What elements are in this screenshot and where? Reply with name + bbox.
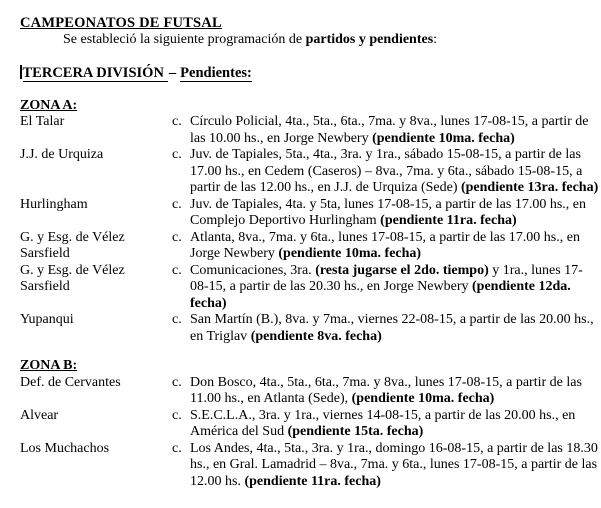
entry-text: S.E.C.L.A., 3ra. y 1ra., viernes 14-08-15, a partir de las 20.00 hs., en América del Sud xyxy=(190,407,576,439)
item-marker: c. xyxy=(172,147,182,162)
match-entry xyxy=(172,312,599,345)
team-name: Yupanqui xyxy=(20,312,74,327)
entry-text: Atlanta, 8va., 7ma. y 6ta., lunes 17-08-15, a partir de las 17.00 hs., en Jorge Newbery xyxy=(190,229,580,261)
schedule-row xyxy=(20,114,588,147)
entry-text-bold: (pendiente 10ma. fecha) xyxy=(372,130,515,146)
item-marker: c. xyxy=(172,114,182,129)
page-title-text: CAMPEONATOS DE FUTSAL xyxy=(20,15,222,31)
entry-text: San Martín (B.), 8va. y 7ma., viernes 22-08-15, a partir de las 20.00 hs., en Triglav xyxy=(190,312,594,344)
team-name: G. y Esg. de Vélez Sarsfield xyxy=(20,262,125,294)
zone-section xyxy=(20,358,598,490)
intro-suffix: : xyxy=(433,31,438,47)
team-name: Los Muchachos xyxy=(20,440,110,456)
match-entry xyxy=(172,147,599,197)
entry-text-bold: (pendiente 13ra. fecha) xyxy=(460,180,599,195)
schedule-row xyxy=(20,408,588,441)
entry-text: Los Andes, 4ta., 5ta., 3ra. y 1ra., domingo 16-08-15, a partir de las 18.30 hs., en Gral. Lamadrid – 8va., 7ma. y 6ta., lunes 17-08-15, a partir de las 12.00 hs. xyxy=(190,440,598,489)
schedule-row xyxy=(20,197,588,230)
schedule-row xyxy=(20,230,588,263)
item-marker: c. xyxy=(172,196,182,212)
schedule-row xyxy=(20,312,594,345)
entry-text: Don Bosco, 4ta., 5ta., 6ta., 7ma. y 8va., lunes 17-08-15, a partir de las 11.00 hs., en Atlanta (Sede), xyxy=(190,374,582,406)
schedule-row xyxy=(20,263,588,313)
zone-section xyxy=(20,97,599,346)
intro-emphasis: partidos y pendientes xyxy=(305,31,434,47)
item-marker: c. xyxy=(172,262,182,278)
team-name: Def. de Cervantes xyxy=(20,374,121,390)
entry-text: Comunicaciones, 3ra. xyxy=(190,262,316,278)
match-entry xyxy=(172,441,599,491)
match-entry xyxy=(172,197,599,230)
match-entry xyxy=(172,408,599,441)
schedule-row xyxy=(20,147,599,197)
schedule-row xyxy=(20,440,598,491)
match-entry xyxy=(172,375,599,408)
entry-text-bold: (pendiente 8va. fecha) xyxy=(250,328,382,344)
intro-prefix: Se estableció la siguiente programación de xyxy=(63,31,306,47)
entry-text-bold: (pendiente 15ta. fecha) xyxy=(287,424,424,439)
section-heading xyxy=(20,65,588,82)
entry-text: y 1ra., lunes 17-08-15, a partir de las 20.30 hs., en Jorge Newbery xyxy=(190,262,583,294)
entry-text-bold: (resta jugarse el 2do. tiempo) xyxy=(315,262,489,278)
item-marker: c. xyxy=(172,229,182,245)
item-marker: c. xyxy=(172,407,182,423)
entry-text-bold: (pendiente 11ra. fecha) xyxy=(244,473,381,489)
division-title: TERCERA DIVISIÓN xyxy=(23,65,168,82)
entry-text-bold: (pendiente 11ra. fecha) xyxy=(380,213,517,228)
heading-separator: – xyxy=(168,64,177,81)
entry-text: Juv. de Tapiales, 5ta., 4ta., 3ra. y 1ra., sábado 15-08-15, a partir de las 17.00 hs., en Cedem (Caseros) – 8va., 7ma. y 6ta., sábado 15-08-15, a partir de las 12.00 hs., en J.J. de Urquiza (Sede) xyxy=(190,147,583,195)
team-name: El Talar xyxy=(20,114,65,129)
entry-text-bold: (pendiente 10ma. fecha) xyxy=(351,391,495,406)
match-entry xyxy=(172,230,599,263)
entry-text-bold: (pendiente 12da. fecha) xyxy=(190,279,571,311)
team-name: Hurlingham xyxy=(20,196,88,212)
entry-text: Círculo Policial, 4ta., 5ta., 6ta., 7ma. y 8va., lunes 17-08-15, a partir de las 10.00 hs., en Jorge Newbery xyxy=(190,114,589,146)
zones-container xyxy=(20,97,599,491)
zone-label: ZONA B: xyxy=(20,358,78,373)
entry-text-bold: (pendiente 10ma. fecha) xyxy=(278,246,422,261)
team-name: Alvear xyxy=(20,407,59,423)
heading-subtitle: Pendientes: xyxy=(180,64,252,81)
intro-paragraph xyxy=(20,32,588,49)
item-marker: c. xyxy=(172,440,182,456)
match-entry xyxy=(172,263,599,313)
match-entry xyxy=(172,114,599,147)
team-name: G. y Esg. de Vélez Sarsfield xyxy=(20,229,125,261)
item-marker: c. xyxy=(172,312,182,327)
page-title xyxy=(20,15,588,32)
zone-label: ZONA A: xyxy=(20,97,78,113)
schedule-row xyxy=(20,375,588,408)
item-marker: c. xyxy=(172,374,182,390)
team-name: J.J. de Urquiza xyxy=(20,147,104,162)
entry-text: Juv. de Tapiales, 4ta. y 5ta, lunes 17-08-15, a partir de las 17.00 hs., en Complejo Deportivo Hurlingham xyxy=(190,196,586,228)
text-cursor xyxy=(20,65,22,79)
